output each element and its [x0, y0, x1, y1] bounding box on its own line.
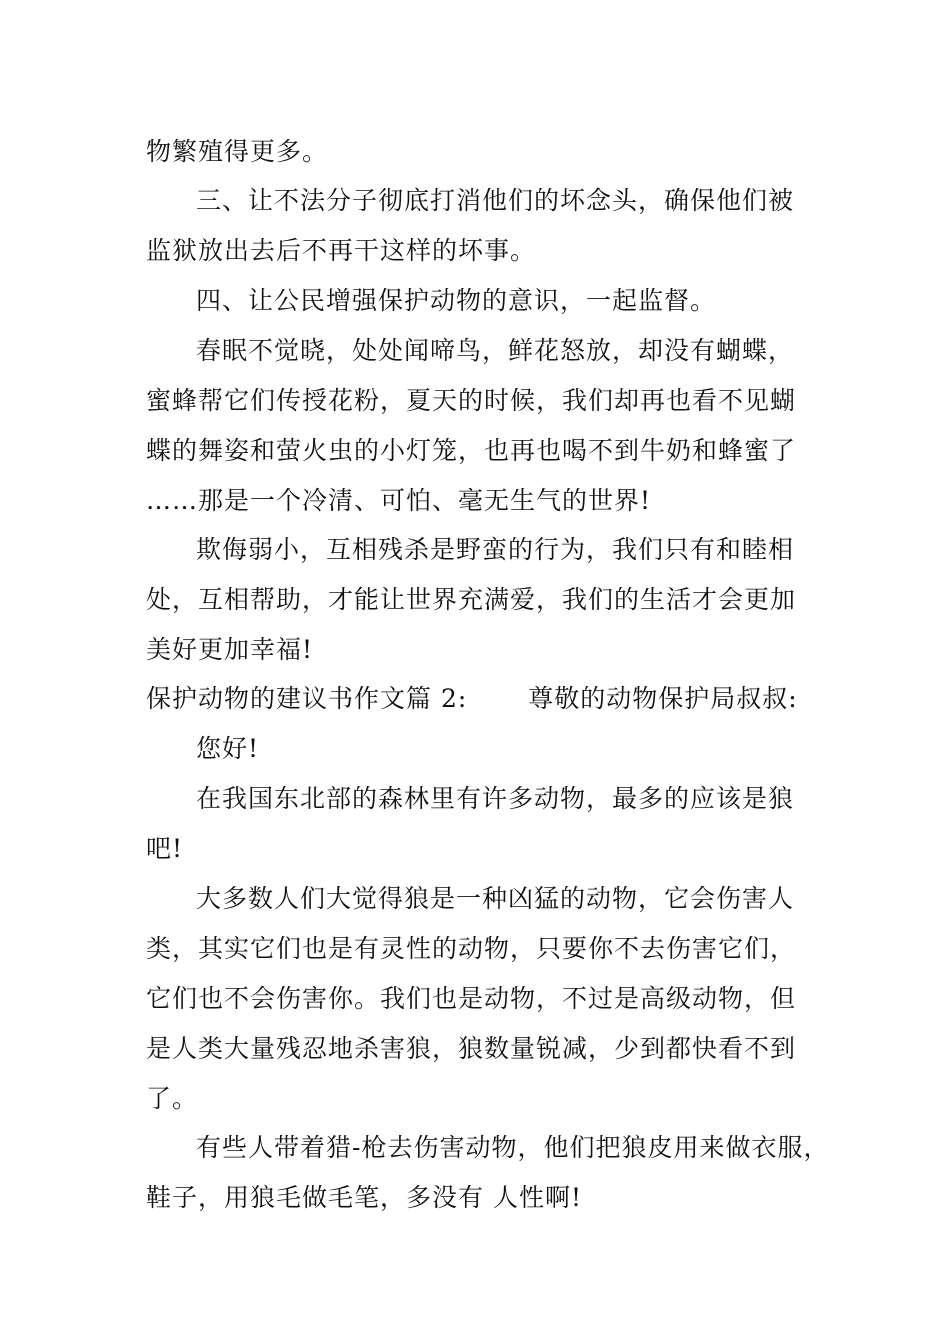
text-line: 类，其实它们也是有灵性的动物，只要你不去伤害它们，	[146, 934, 797, 963]
text-line: 四、让公民增强保护动物的意识，一起监督。	[196, 286, 717, 315]
section-heading: 保护动物的建议书作文篇 2: 尊敬的动物保护局叔叔:	[146, 684, 798, 713]
text-line: 您好!	[196, 734, 260, 763]
text-line: 蜜蜂帮它们传授花粉，夏天的时候，我们却再也看不见蝴	[146, 386, 797, 415]
text-line: 蝶的舞姿和萤火虫的小灯笼，也再也喝不到牛奶和蜂蜜了	[146, 436, 797, 465]
text-line: 监狱放出去后不再干这样的坏事。	[146, 236, 537, 265]
text-line: 鞋子，用狼毛做毛笔，多没有 人性啊!	[146, 1183, 582, 1212]
text-line: 有些人带着猎-枪去伤害动物，他们把狼皮用来做衣服，	[196, 1133, 830, 1162]
text-line: 它们也不会伤害你。我们也是动物，不过是高级动物，但	[146, 984, 797, 1013]
text-line: ……那是一个冷清、可怕、毫无生气的世界!	[146, 486, 652, 515]
text-line: 大多数人们大觉得狼是一种凶猛的动物，它会伤害人	[196, 884, 795, 913]
text-line: 美好更加幸福!	[146, 635, 314, 664]
text-line: 处，互相帮助，才能让世界充满爱，我们的生活才会更加	[146, 585, 797, 614]
text-line: 了。	[146, 1084, 199, 1113]
text-line: 物繁殖得更多。	[146, 137, 329, 166]
text-line: 欺侮弱小，互相残杀是野蛮的行为，我们只有和睦相	[196, 535, 795, 564]
text-line: 在我国东北部的森林里有许多动物，最多的应该是狼	[196, 784, 795, 813]
text-line: 是人类大量残忍地杀害狼，狼数量锐减，少到都快看不到	[146, 1034, 797, 1063]
text-line: 吧!	[146, 834, 184, 863]
text-line: 三、让不法分子彻底打消他们的坏念头，确保他们被	[196, 186, 795, 215]
text-line: 春眠不觉晓，处处闻啼鸟，鲜花怒放，却没有蝴蝶，	[196, 336, 795, 365]
